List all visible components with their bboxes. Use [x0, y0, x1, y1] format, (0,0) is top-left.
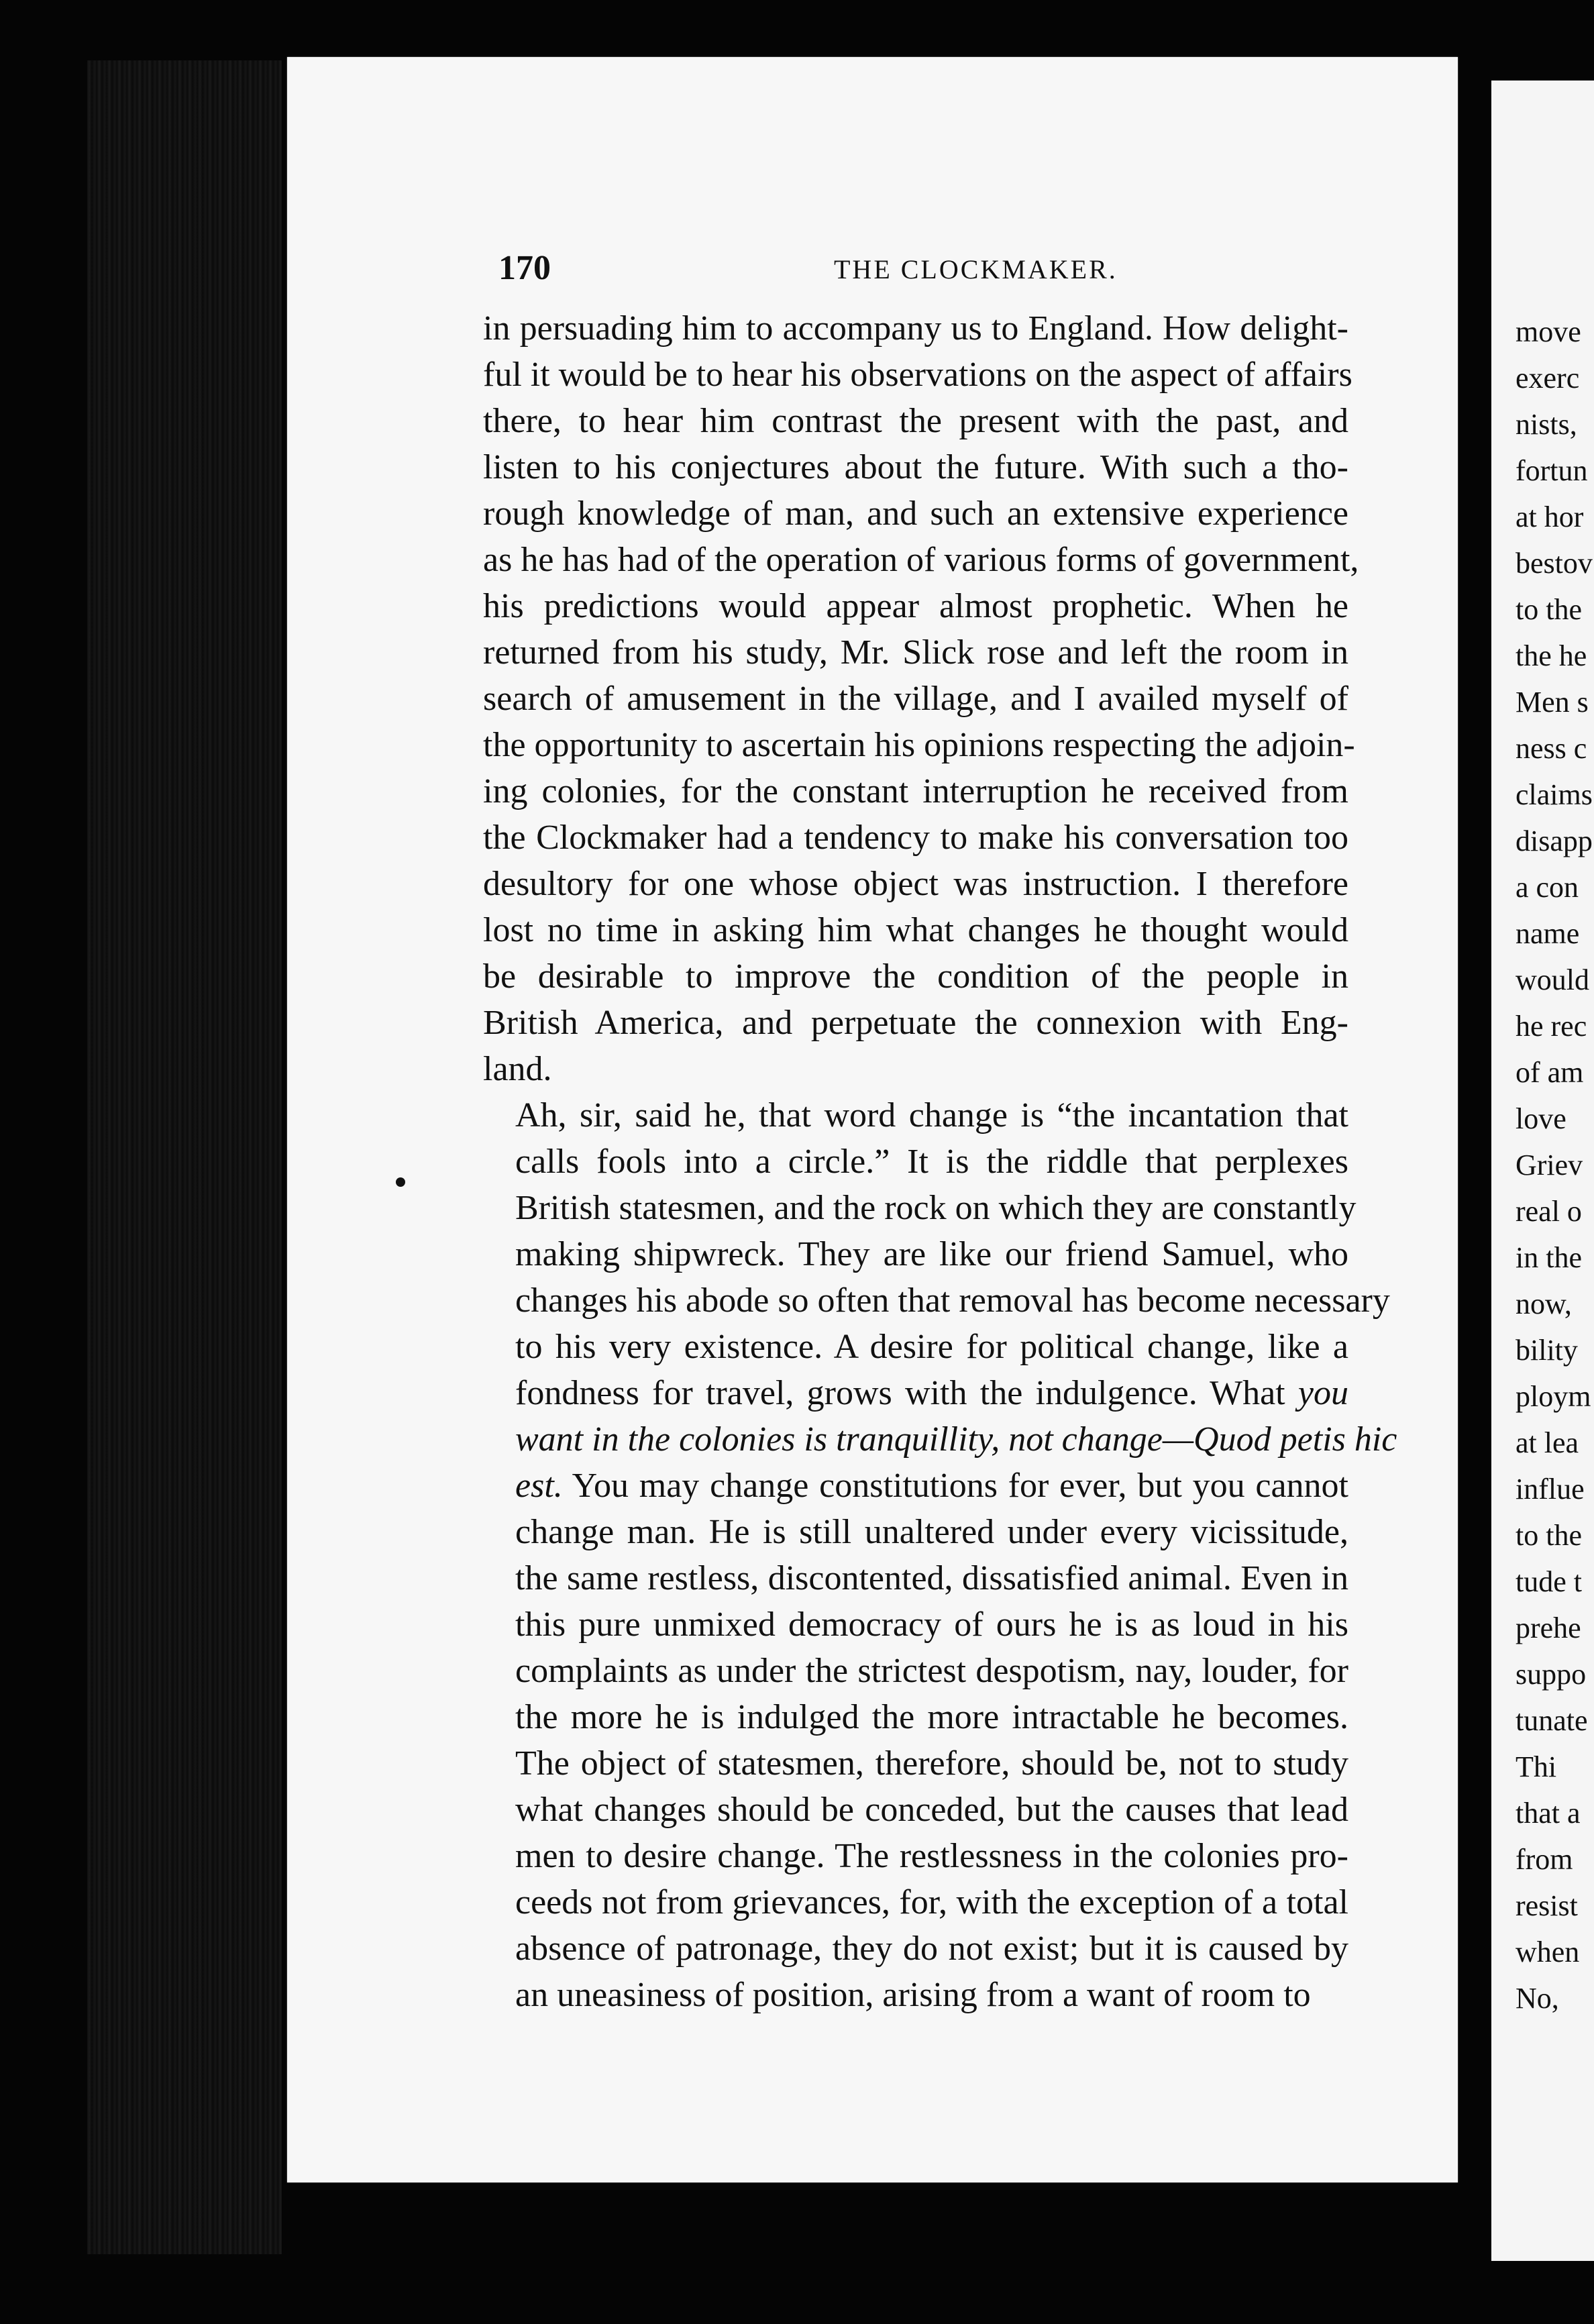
line-text: absence of patronage, they do not exist; but it is caused by — [515, 1930, 1348, 1968]
text-line — [483, 1139, 1348, 1185]
book-binding-edge — [87, 60, 282, 2254]
italic-text: want in the colonies is tranquillity, not change—Quod petis hic — [515, 1420, 1397, 1459]
line-text: in persuading him to accompany us to England. How delight- — [483, 309, 1348, 348]
text-line — [483, 1694, 1348, 1740]
facing-page-line: a con — [1516, 871, 1579, 904]
facing-page-line: tude t — [1516, 1565, 1582, 1598]
facing-page-line: when — [1516, 1936, 1580, 1968]
line-text: ing colonies, for the constant interruption he received from — [483, 772, 1348, 810]
facing-page-line: Thi — [1516, 1750, 1557, 1783]
facing-page-line: of am — [1516, 1056, 1584, 1089]
text-line — [483, 1925, 1348, 1972]
text-line — [483, 861, 1348, 907]
facing-page-line: at lea — [1516, 1426, 1579, 1459]
facing-page-line: bility — [1516, 1334, 1578, 1367]
line-text: changes his abode so often that removal has become necessary — [515, 1281, 1390, 1320]
facing-page — [1491, 81, 1594, 2261]
text-line — [483, 1277, 1390, 1324]
facing-page-line: Griev — [1516, 1149, 1583, 1181]
facing-page-line: move — [1516, 315, 1581, 348]
text-line — [483, 1601, 1348, 1648]
page-number: 170 — [498, 249, 551, 287]
line-text: this pure unmixed democracy of ours he is as loud in his — [515, 1605, 1348, 1644]
italic-text: you — [1297, 1374, 1348, 1412]
left-page — [287, 57, 1458, 2182]
facing-page-line: influe — [1516, 1473, 1585, 1506]
text-line — [483, 1833, 1348, 1879]
facing-page-line: exerc — [1516, 362, 1580, 394]
line-text: British America, and perpetuate the connexion with Eng- — [483, 1004, 1348, 1042]
line-text: as he has had of the operation of various forms of government, — [483, 541, 1359, 579]
text-line — [483, 1879, 1348, 1925]
text-line — [483, 629, 1348, 676]
facing-page-line: now, — [1516, 1287, 1572, 1320]
facing-page-line: fortun — [1516, 454, 1588, 487]
text-line — [483, 676, 1348, 722]
line-text: You may change constitutions for ever, but you cannot — [562, 1467, 1348, 1505]
line-text: ceeds not from grievances, for, with the exception of a total — [515, 1883, 1348, 1921]
line-text: desultory for one whose object was instruction. I therefore — [483, 865, 1348, 903]
line-text: returned from his study, Mr. Slick rose and left the room in — [483, 633, 1348, 672]
line-text: rough knowledge of man, and such an extensive experience — [483, 494, 1348, 533]
text-line — [483, 1185, 1357, 1231]
text-line — [483, 1555, 1348, 1601]
facing-page-line: tunate — [1516, 1704, 1588, 1737]
text-line — [483, 1740, 1348, 1787]
line-text: the more he is indulged the more intractable he becomes. — [515, 1698, 1348, 1736]
facing-page-line: real o — [1516, 1195, 1582, 1228]
line-text: land. — [483, 1050, 552, 1088]
paragraph — [483, 1092, 1397, 2018]
line-text: Ah, sir, said he, that word change is “the incantation that — [515, 1096, 1348, 1134]
text-line — [483, 1046, 1348, 1092]
line-text: his predictions would appear almost prophetic. When he — [483, 587, 1348, 625]
text-line — [483, 1370, 1348, 1416]
text-line — [483, 814, 1348, 861]
text-line — [483, 1509, 1348, 1555]
text-line — [483, 768, 1348, 814]
text-line — [483, 583, 1348, 629]
facing-page-line: that a — [1516, 1797, 1581, 1830]
facing-page-line: love — [1516, 1102, 1566, 1135]
text-line — [483, 352, 1352, 398]
facing-page-line: he rec — [1516, 1010, 1587, 1043]
facing-page-line: the he — [1516, 639, 1587, 672]
line-text: there, to hear him contrast the present with the past, and — [483, 402, 1348, 440]
text-line — [483, 444, 1348, 490]
text-line — [483, 1324, 1348, 1370]
facing-page-line: name — [1516, 917, 1580, 950]
facing-page-line: to the — [1516, 1519, 1582, 1552]
line-text: complaints as under the strictest despotism, nay, louder, for — [515, 1652, 1348, 1690]
line-text: what changes should be conceded, but the causes that lead — [515, 1791, 1348, 1829]
facing-page-line: claims — [1516, 778, 1593, 811]
line-text: an uneasiness of position, arising from a want of room to — [515, 1976, 1311, 2014]
facing-page-line: resist — [1516, 1889, 1578, 1922]
line-text: to his very existence. A desire for political change, like a — [515, 1328, 1348, 1366]
text-line — [483, 1000, 1348, 1046]
line-text: men to desire change. The restlessness in the colonies pro- — [515, 1837, 1348, 1875]
text-line — [483, 490, 1348, 537]
facing-page-line: Men s — [1516, 686, 1589, 719]
text-line — [483, 305, 1348, 352]
margin-mark — [396, 1177, 405, 1187]
facing-page-line: to the — [1516, 593, 1582, 626]
line-text: ful it would be to hear his observations on the aspect of affairs — [483, 356, 1352, 394]
running-head: THE CLOCKMAKER. — [834, 254, 1118, 284]
text-line — [483, 1787, 1348, 1833]
facing-page-line: No, — [1516, 1982, 1559, 2015]
line-text: fondness for travel, grows with the indulgence. What — [515, 1374, 1298, 1412]
text-line — [483, 1648, 1348, 1694]
body-text — [483, 305, 1397, 2018]
line-text: making shipwreck. They are like our friend Samuel, who — [515, 1235, 1348, 1273]
text-line — [483, 907, 1348, 953]
text-line — [483, 1231, 1348, 1277]
line-text: the Clockmaker had a tendency to make his conversation too — [483, 818, 1348, 857]
facing-page-line: bestov — [1516, 547, 1593, 580]
text-line — [483, 398, 1348, 444]
paragraph — [483, 305, 1359, 1092]
line-text: British statesmen, and the rock on which they are constantly — [515, 1189, 1357, 1227]
facing-page-line: prehe — [1516, 1612, 1581, 1644]
text-line — [483, 953, 1348, 1000]
facing-page-line: would — [1516, 963, 1589, 996]
text-line — [483, 722, 1355, 768]
facing-page-line: ploym — [1516, 1380, 1591, 1413]
line-text: the same restless, discontented, dissatisfied animal. Even in — [515, 1559, 1348, 1597]
facing-page-line: in the — [1516, 1241, 1582, 1274]
line-text: calls fools into a circle.” It is the riddle that perplexes — [515, 1143, 1348, 1181]
facing-page-line: nists, — [1516, 408, 1577, 441]
text-line — [483, 1972, 1348, 2018]
facing-page-line: at hor — [1516, 500, 1584, 533]
facing-page-line: disapp — [1516, 825, 1593, 857]
line-text: lost no time in asking him what changes he thought would — [483, 911, 1348, 949]
page-header — [498, 248, 1344, 302]
line-text: the opportunity to ascertain his opinions respecting the adjoin- — [483, 726, 1355, 764]
line-text: be desirable to improve the condition of the people in — [483, 957, 1348, 996]
line-text: search of amusement in the village, and I availed myself of — [483, 680, 1348, 718]
text-line — [483, 537, 1359, 583]
facing-page-line: ness c — [1516, 732, 1587, 765]
italic-text: est. — [515, 1467, 563, 1505]
text-line — [483, 1092, 1348, 1139]
text-line — [483, 1416, 1397, 1463]
line-text: The object of statesmen, therefore, should be, not to study — [515, 1744, 1348, 1783]
line-text: listen to his conjectures about the future. With such a tho- — [483, 448, 1348, 486]
facing-page-text — [1491, 309, 1593, 2021]
facing-page-line: suppo — [1516, 1658, 1587, 1691]
line-text: change man. He is still unaltered under every vicissitude, — [515, 1513, 1348, 1551]
text-line — [483, 1463, 1348, 1509]
facing-page-line: from — [1516, 1843, 1573, 1876]
